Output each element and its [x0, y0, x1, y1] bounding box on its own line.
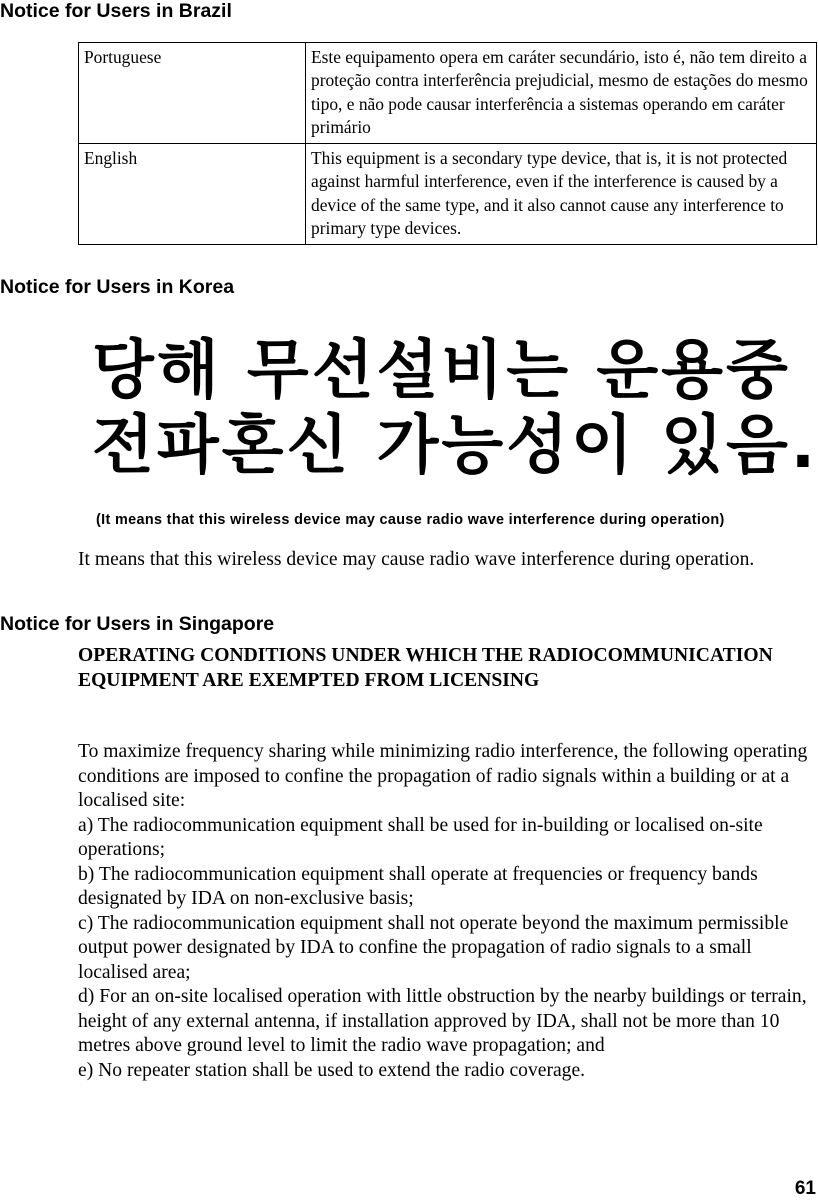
list-item: b) The radiocommunication equipment shall operate at frequencies or frequency bands designated by IDA on non-exclusive basis;: [78, 863, 758, 909]
brazil-notice-table: [78, 42, 817, 245]
singapore-intro: To maximize frequency sharing while minimizing radio interference, the following operating conditions are imposed to confine the propagation of radio signals within a building or at a localised site:: [78, 741, 808, 811]
brazil-heading: Notice for Users in Brazil: [0, 0, 232, 22]
notice-text-cell: This equipment is a secondary type device, that is, it is not protected against harmful interference, even if the interference is caused by a device of the same type, and it also cannot cause any interference to primary type devices.: [306, 144, 817, 245]
singapore-conditions-body: [78, 740, 808, 1083]
table-row: [79, 43, 817, 144]
list-item: d) For an on-site localised operation with little obstruction by the nearby buildings or terrain, height of any external antenna, if installation approved by IDA, shall not be more than 10 metres above ground level to limit the radio wave propagation; and: [78, 986, 807, 1056]
language-cell: English: [79, 144, 306, 245]
notice-text-cell: Este equipamento opera em caráter secundário, isto é, não tem direito a proteção contra interferência prejudicial, mesmo de estações do mesmo tipo, e não pode causar interferência a sistemas operando em caráter primário: [306, 43, 817, 144]
korean-line-2: 전파혼신 가능성이 있음.: [92, 409, 818, 483]
korea-translation: It means that this wireless device may cause radio wave interference during operation.: [78, 549, 755, 570]
korean-notice-graphic: [92, 334, 818, 484]
list-item: e) No repeater station shall be used to extend the radio coverage.: [78, 1059, 586, 1081]
singapore-heading: Notice for Users in Singapore: [0, 613, 275, 635]
list-item: a) The radiocommunication equipment shall be used for in-building or localised on-site operations;: [78, 814, 763, 860]
korean-line-1: 당해 무선설비는 운용중: [92, 334, 791, 408]
korean-caption: (It means that this wireless device may cause radio wave interference during operation): [96, 512, 725, 528]
singapore-conditions-title: OPERATING CONDITIONS UNDER WHICH THE RADIOCOMMUNICATION EQUIPMENT ARE EXEMPTED FROM LICENSING: [78, 645, 773, 691]
language-cell: Portuguese: [79, 43, 306, 144]
table-row: [79, 144, 817, 245]
korea-heading: Notice for Users in Korea: [0, 276, 235, 298]
page-number: 61: [794, 1178, 816, 1199]
list-item: c) The radiocommunication equipment shall not operate beyond the maximum permissible output power designated by IDA to confine the propagation of radio signals to a small localised area;: [78, 912, 789, 983]
